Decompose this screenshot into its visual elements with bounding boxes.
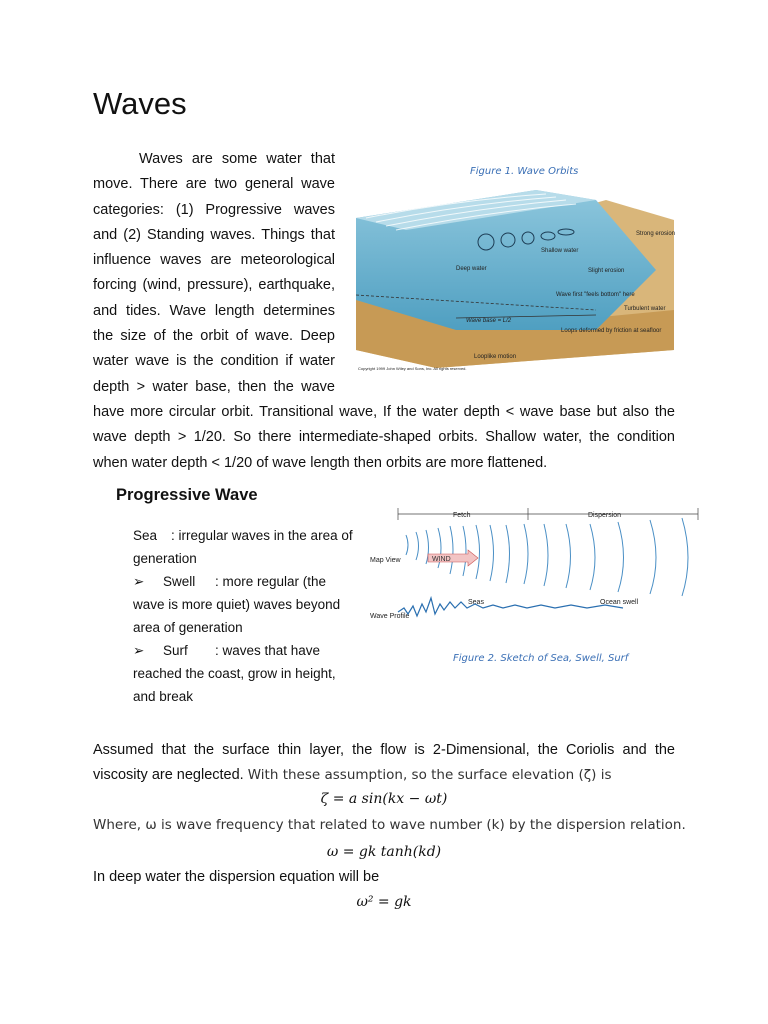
def-swell: : more regular (the wave is more quiet) waves beyond area of generation: [133, 574, 341, 635]
label-wave-base: Wave base = L/2: [466, 318, 512, 324]
label-ocean-swell: Ocean swell: [600, 599, 639, 606]
intro-paragraph: Waves are some water that move. There are two general wave categories: (1) Progressive waves and (2) Standing waves. Things that influence waves are meteorological forcing (wind, pressure), earthquake, and tides. Wave length determines the size of the orbit of wave. Deep water wave is the condition if water depth > water base, then the wave have more circular orbit. Transitional wave, If the water depth < wave base but also the wave depth > 1/20. So there intermediate-shaped orbits. Shallow water, the condition when water depth < 1/20 of wave length then orbits are more flattened.: [93, 151, 675, 471]
list-item-sea: [133, 524, 357, 570]
equation-surface-elevation: ζ = a sin(kx − ωt): [320, 791, 448, 807]
where-text: Where, ω is wave frequency that related to wave number (k) by the dispersion relation.: [93, 817, 686, 833]
label-loops: Loops deformed by friction at seafloor: [561, 328, 662, 334]
body-section: [93, 738, 675, 789]
equation-deep-water: ω² = gk: [356, 894, 412, 910]
wave-categories-list: [133, 524, 357, 708]
label-strong-erosion: Strong erosion: [636, 231, 676, 237]
list-item-surf: [133, 639, 357, 708]
label-fetch: Fetch: [453, 512, 471, 519]
figure1-caption: Figure 1. Wave Orbits: [470, 166, 579, 177]
page-title: Waves: [93, 86, 187, 121]
assumption-text-2: With these assumption, so the surface elevation (ζ) is: [247, 767, 612, 784]
assumption-paragraph: [93, 738, 675, 789]
label-copyright: Copyright 1999 John Wiley and Sons, Inc. All rights reserved.: [358, 366, 467, 371]
label-shallow-water: Shallow water: [541, 248, 579, 254]
label-turbulent: Turbulent water: [624, 306, 666, 312]
deep-water-text: In deep water the dispersion equation will be: [93, 869, 380, 885]
term-swell: Swell: [163, 574, 196, 589]
label-wave-first: Wave first "feels bottom" here: [556, 292, 635, 298]
section-heading: Progressive Wave: [116, 486, 258, 504]
def-sea: : irregular waves in the area of generation: [133, 528, 353, 566]
figure-sea-swell-surf: [368, 500, 703, 664]
equation-dispersion: ω = gk tanh(kd): [326, 844, 442, 860]
sea-swell-diagram: [368, 500, 703, 660]
term-surf: Surf: [163, 643, 188, 658]
label-looplike: Looplike motion: [474, 354, 517, 360]
wind-arrow-label: WIND: [432, 556, 451, 563]
label-map-view: Map View: [370, 557, 401, 564]
label-seas: Seas: [468, 599, 484, 606]
label-slight-erosion: Slight erosion: [588, 268, 625, 274]
figure-wave-orbits: [356, 160, 676, 378]
label-deep-water: Deep water: [456, 266, 487, 272]
label-wave-profile: Wave Profile: [370, 613, 410, 620]
wave-orbits-diagram: [356, 160, 676, 378]
label-dispersion: Dispersion: [588, 512, 622, 519]
bullet-arrow-icon: ➢: [133, 574, 145, 589]
bullet-arrow-icon: ➢: [133, 643, 145, 658]
figure2-caption: Figure 2. Sketch of Sea, Swell, Surf: [453, 653, 629, 664]
term-sea: Sea: [133, 528, 158, 543]
assumption-text: Assumed that the surface thin layer, the flow is 2-Dimensional, the Coriolis and the viscosity are neglected.: [93, 742, 675, 784]
def-surf: : waves that have reached the coast, grow in height, and break: [133, 643, 336, 704]
list-item-swell: [133, 570, 357, 639]
